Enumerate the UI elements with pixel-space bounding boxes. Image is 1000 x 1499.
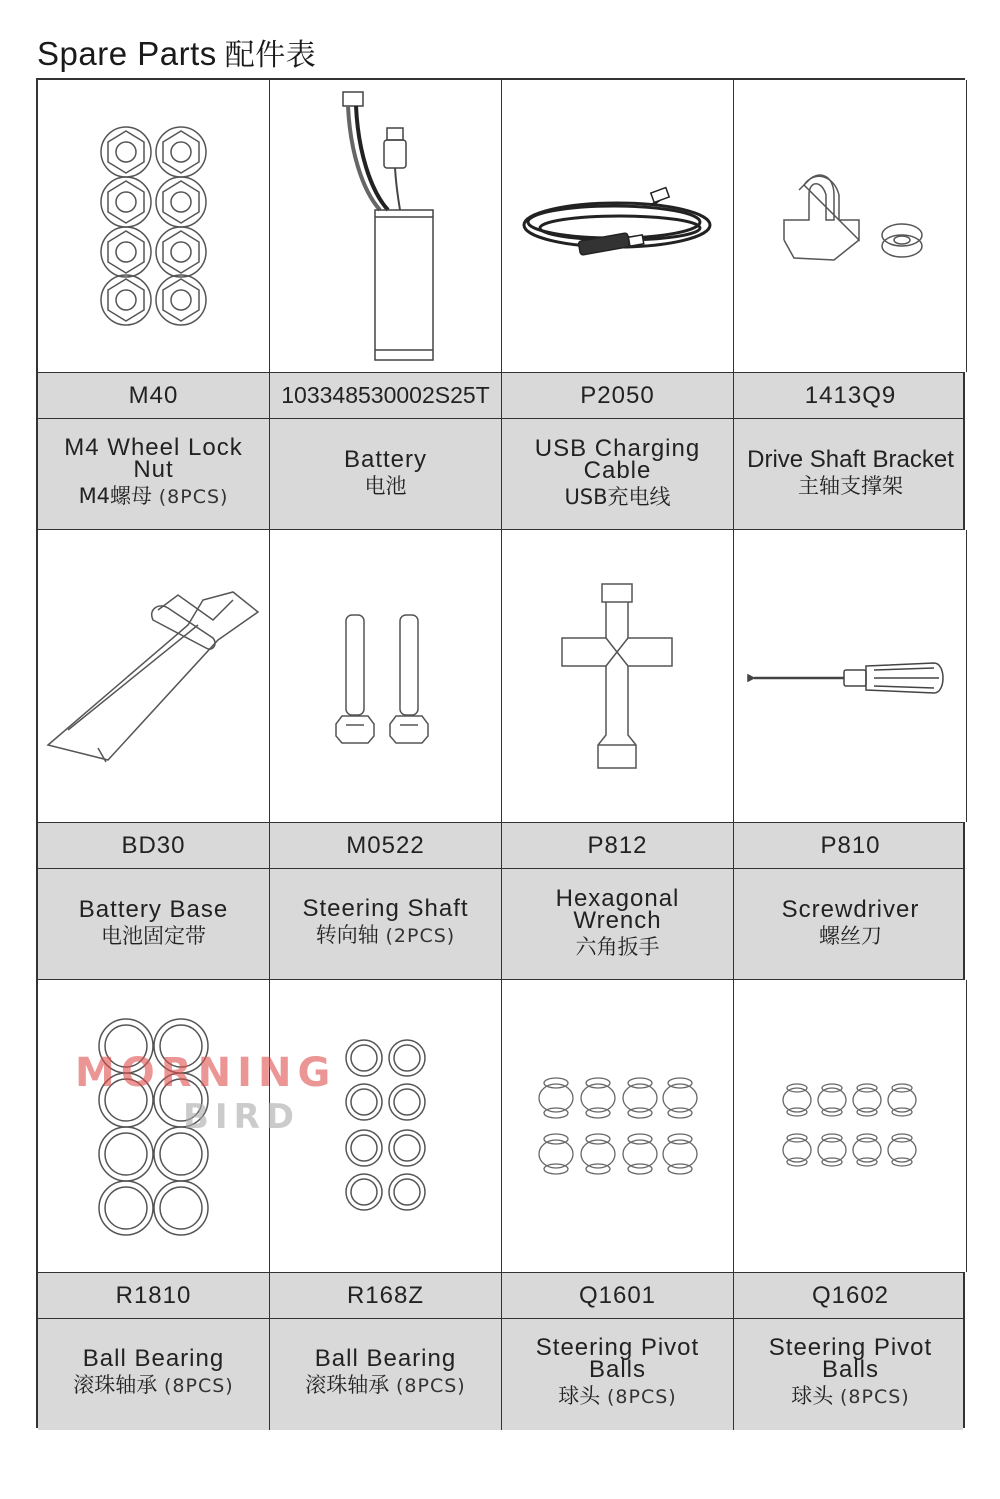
part-name: M4 Wheel Lock Nut xyxy=(64,434,243,483)
code-row-2 xyxy=(38,822,963,869)
part-code: M0522 xyxy=(346,831,425,859)
part-name: Screwdriver xyxy=(781,895,920,923)
part-name-cn-line xyxy=(558,1381,676,1412)
part-code-cell xyxy=(38,373,270,418)
part-image-7 xyxy=(734,530,967,822)
svg-text:MORNING: MORNING xyxy=(75,1050,337,1096)
part-name-cn: 电池 xyxy=(364,473,407,498)
name-row-2 xyxy=(38,869,963,980)
part-name: Steering Pivot Balls xyxy=(535,1334,700,1383)
part-name-cell xyxy=(734,1319,967,1430)
spare-parts-table xyxy=(36,78,965,1428)
part-name: Battery Base xyxy=(78,895,229,923)
cross-wrench-icon xyxy=(502,530,732,820)
part-name-cn: 六角扳手 xyxy=(575,934,660,959)
part-code-cell xyxy=(734,1273,967,1318)
page-title-en: Spare Parts xyxy=(37,35,217,72)
part-code-cell xyxy=(270,823,502,868)
part-name-cell xyxy=(38,1319,270,1430)
part-code: M40 xyxy=(128,381,179,409)
part-image-8 xyxy=(38,980,270,1272)
part-name-cell xyxy=(270,869,502,980)
page-title xyxy=(37,30,316,74)
part-name-cell xyxy=(270,1319,502,1430)
part-image-10 xyxy=(502,980,734,1272)
ball-bearing-small-icon xyxy=(270,980,500,1270)
part-image-6 xyxy=(502,530,734,822)
part-image-4 xyxy=(38,530,270,822)
part-name-cell xyxy=(502,869,734,980)
part-name-cn: 电池固定带 xyxy=(101,923,206,948)
code-row-3 xyxy=(38,1272,963,1319)
part-name-cn: 滚珠轴承 xyxy=(305,1373,390,1397)
part-name-cn: 球头 xyxy=(558,1384,601,1408)
part-image-2 xyxy=(502,80,734,372)
part-qty: (8PCS) xyxy=(158,486,229,508)
parts-block-1 xyxy=(38,80,963,530)
usb-cable-icon xyxy=(502,80,732,370)
lock-nut-icon xyxy=(38,80,268,370)
part-name-cn-line xyxy=(791,1381,909,1412)
part-image-3 xyxy=(734,80,967,372)
part-name-cell xyxy=(38,419,270,530)
battery-strap-icon xyxy=(38,530,268,820)
screwdriver-icon xyxy=(734,530,964,820)
shaft-bracket-icon xyxy=(734,80,964,370)
page-title-cn: 配件表 xyxy=(224,38,317,73)
part-name-cn-line xyxy=(316,920,455,951)
part-code: 103348530002S25T xyxy=(281,382,490,408)
part-code: P2050 xyxy=(580,381,655,409)
part-code-cell xyxy=(734,823,967,868)
ball-bearing-icon xyxy=(38,980,268,1270)
part-code: Q1601 xyxy=(578,1281,657,1309)
part-name-cn: M4螺母 xyxy=(78,484,153,508)
part-image-0 xyxy=(38,80,270,372)
part-code-cell xyxy=(270,373,502,418)
part-name-cn: 主轴支撑架 xyxy=(798,473,903,498)
pivot-ball-small-icon xyxy=(734,980,964,1270)
part-image-1 xyxy=(270,80,502,372)
part-qty: (8PCS) xyxy=(839,1386,910,1408)
part-name-cn: 螺丝刀 xyxy=(819,923,882,948)
part-image-5 xyxy=(270,530,502,822)
part-name: Ball Bearing xyxy=(82,1345,225,1372)
part-code-cell xyxy=(502,1273,734,1318)
part-name-cn-line xyxy=(305,1370,465,1401)
part-code-cell xyxy=(38,1273,270,1318)
part-name: Drive Shaft Bracket xyxy=(747,445,954,473)
part-qty: (8PCS) xyxy=(606,1386,677,1408)
part-code: 1413Q9 xyxy=(804,381,897,409)
part-name-cn: 转向轴 xyxy=(315,923,379,947)
part-name: Steering Pivot Balls xyxy=(768,1334,933,1383)
part-qty: (2PCS) xyxy=(385,925,456,947)
parts-block-3 xyxy=(38,980,963,1430)
part-name: USB Charging Cable xyxy=(534,434,701,484)
part-name-cell xyxy=(734,419,967,530)
part-name-cell xyxy=(502,1319,734,1430)
part-name-cell xyxy=(38,869,270,980)
part-name: Steering Shaft xyxy=(302,895,469,922)
part-code-cell xyxy=(502,373,734,418)
part-name-cn: 球头 xyxy=(791,1384,834,1408)
part-qty: (8PCS) xyxy=(163,1375,234,1397)
part-code-cell xyxy=(734,373,967,418)
steering-shaft-icon xyxy=(270,530,500,820)
part-code: R168Z xyxy=(346,1281,425,1309)
part-name-cn-line xyxy=(73,1370,233,1401)
part-image-11 xyxy=(734,980,967,1272)
battery-icon xyxy=(270,80,500,370)
part-code: P810 xyxy=(820,831,881,859)
part-name: Hexagonal Wrench xyxy=(555,884,680,934)
part-code: Q1602 xyxy=(811,1281,890,1309)
part-name-cn: 滚珠轴承 xyxy=(73,1373,158,1397)
part-code-cell xyxy=(502,823,734,868)
part-code: R1810 xyxy=(115,1281,192,1309)
parts-block-2 xyxy=(38,530,963,980)
code-row-1 xyxy=(38,372,963,419)
part-name: Battery xyxy=(343,445,428,473)
svg-text:BIRD: BIRD xyxy=(183,1097,300,1137)
pivot-ball-icon xyxy=(502,980,732,1270)
part-code-cell xyxy=(270,1273,502,1318)
part-name-cell xyxy=(270,419,502,530)
part-name: Ball Bearing xyxy=(314,1345,457,1372)
part-code: BD30 xyxy=(121,831,186,859)
part-qty: (8PCS) xyxy=(395,1375,466,1397)
part-name-cell xyxy=(734,869,967,980)
part-name-cell xyxy=(502,419,734,530)
part-image-9 xyxy=(270,980,502,1272)
name-row-3 xyxy=(38,1319,963,1430)
part-code: P812 xyxy=(587,831,648,859)
part-name-cn-line xyxy=(79,481,229,512)
name-row-1 xyxy=(38,419,963,530)
part-code-cell xyxy=(38,823,270,868)
part-name-cn: USB充电线 xyxy=(564,484,671,509)
